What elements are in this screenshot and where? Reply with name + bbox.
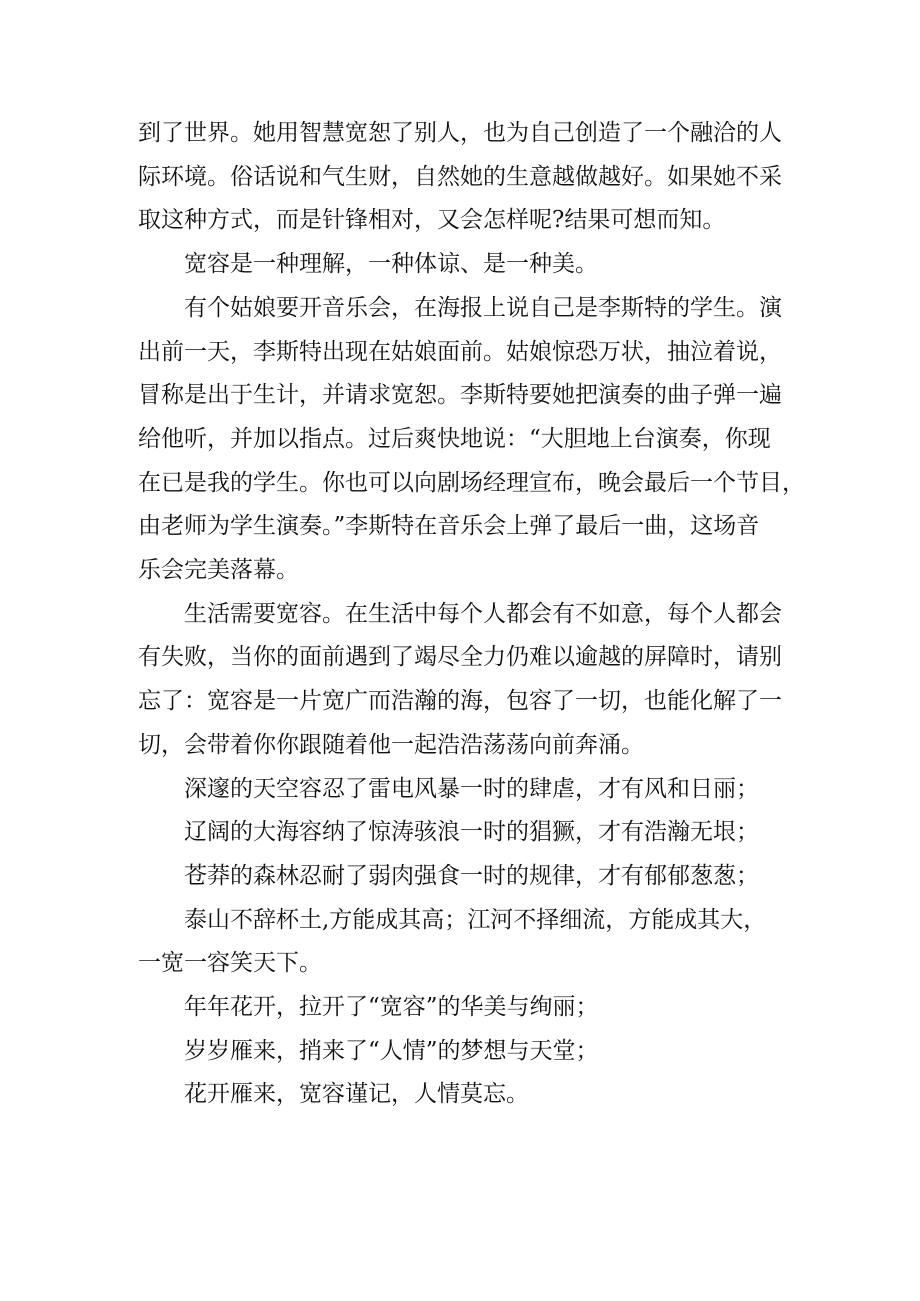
- body-text: [138, 112, 805, 1117]
- text-line: 花开雁来，宽容谨记，人情莫忘。: [184, 1081, 529, 1108]
- paragraph-7: [138, 855, 782, 899]
- text-line: 苍莽的森林忍耐了弱肉强食一时的规律，才有郁郁葱葱；: [184, 862, 759, 889]
- paragraph-5: [138, 768, 782, 812]
- text-line: 出前一天，李斯特出现在姑娘面前。姑娘惊恐万状，抽泣着说，: [138, 338, 782, 365]
- text-line: 给他听，并加以指点。过后爽快地说：“大胆地上台演奏，你现: [138, 425, 771, 452]
- text-line: 辽阔的大海容纳了惊涛骇浪一时的猖獗，才有浩瀚无垠；: [184, 819, 759, 846]
- text-line: 忘了：宽容是一片宽广而浩瀚的海，包容了一切，也能化解了一: [138, 688, 782, 715]
- paragraph-1: [138, 112, 782, 243]
- text-line: 冒称是出于生计，并请求宽恕。李斯特要她把演奏的曲子弹一遍: [138, 382, 782, 409]
- text-line: 切，会带着你你跟随着他一起浩浩荡荡向前奔涌。: [138, 731, 644, 758]
- text-line: 深邃的天空容忍了雷电风暴一时的肆虐，才有风和日丽；: [184, 775, 759, 802]
- text-line: 有失败，当你的面前遇到了竭尽全力仍难以逾越的屏障时，请别: [138, 644, 782, 671]
- text-line: 岁岁雁来，捎来了“人情”的梦想与天堂；: [184, 1037, 599, 1064]
- text-line: 宽容是一种理解，一种体谅、是一种美。: [184, 251, 598, 278]
- paragraph-9: [138, 986, 782, 1030]
- text-line: 取这种方式，而是针锋相对，又会怎样呢?结果可想而知。: [138, 207, 726, 234]
- paragraph-6: [138, 811, 782, 855]
- paragraph-11: [138, 1073, 782, 1117]
- text-line: 年年花开，拉开了“宽容”的华美与绚丽；: [184, 994, 599, 1021]
- text-line: 一宽一容笑天下。: [138, 950, 322, 977]
- text-line: 际环境。俗话说和气生财，自然她的生意越做越好。如果她不采: [138, 163, 782, 190]
- paragraph-8: [138, 899, 782, 986]
- text-line: 有个姑娘要开音乐会，在海报上说自己是李斯特的学生。演: [184, 294, 782, 321]
- paragraph-3: [138, 287, 805, 593]
- paragraph-2: [138, 243, 782, 287]
- text-line: 生活需要宽容。在生活中每个人都会有不如意，每个人都会: [184, 600, 782, 627]
- text-line: 泰山不辞杯土,方能成其高；江河不择细流，方能成其大，: [184, 906, 767, 933]
- text-line: 到了世界。她用智慧宽恕了别人，也为自己创造了一个融洽的人: [138, 120, 782, 146]
- paragraph-10: [138, 1030, 782, 1074]
- paragraph-4: [138, 593, 782, 768]
- text-line: 由老师为学生演奏。”李斯特在音乐会上弹了最后一曲，这场音: [138, 513, 760, 540]
- text-line: 在已是我的学生。你也可以向剧场经理宣布，晚会最后一个节目，: [138, 469, 805, 496]
- text-line: 乐会完美落幕。: [138, 557, 299, 584]
